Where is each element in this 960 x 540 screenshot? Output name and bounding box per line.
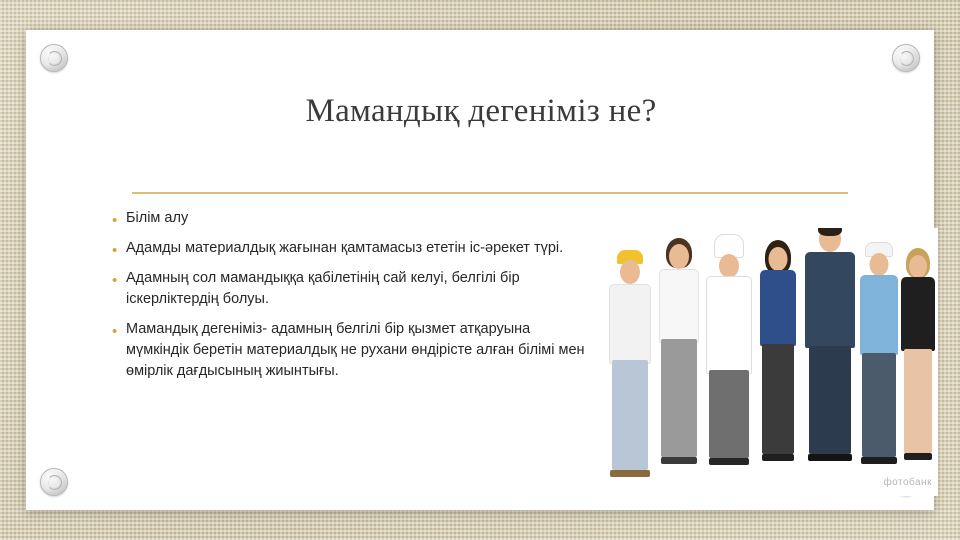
shoes: [808, 454, 852, 461]
legs: [862, 353, 896, 457]
legs: [762, 344, 794, 454]
head: [620, 260, 640, 284]
legs: [709, 370, 749, 458]
screw-icon-top-right: [892, 44, 920, 72]
list-item: [112, 319, 592, 382]
shoes: [709, 458, 749, 465]
legs: [661, 339, 697, 457]
shoes: [661, 457, 697, 464]
list-item-text: Білім алу: [126, 210, 189, 226]
list-item: [112, 268, 592, 310]
torso: [860, 275, 898, 355]
person-chef: [704, 234, 754, 488]
person-painter: [606, 250, 654, 488]
person-woman-casual: [656, 238, 702, 488]
list-item: [112, 238, 592, 259]
shoes: [610, 470, 650, 477]
list-item: [112, 208, 592, 229]
head: [719, 254, 739, 278]
slide-card: [26, 30, 934, 510]
bullet-marker-icon: •: [112, 212, 118, 229]
list-item-text: Адамның сол мамандыққа қабілетінің сай келуі, белгілі бір іскерліктердің болуы.: [126, 270, 520, 308]
list-item-text: Адамды материалдық жағынан қамтамасыз ететін іс-әрекет түрі.: [126, 240, 564, 257]
bullet-marker-icon: •: [112, 272, 118, 290]
head: [769, 247, 788, 271]
screw-icon-top-left: [40, 44, 68, 72]
bullet-list: [112, 208, 592, 391]
head: [669, 244, 689, 269]
torso: [659, 269, 699, 343]
head: [870, 253, 889, 276]
photo-watermark: фотобанк: [883, 477, 932, 488]
legs: [809, 346, 851, 454]
slide-title: Мамандық дегеніміз не?: [305, 93, 657, 129]
torso: [901, 277, 935, 351]
shoes: [861, 457, 897, 464]
torso: [706, 276, 752, 374]
bullet-marker-icon: •: [112, 242, 118, 260]
person-businessman: [802, 228, 858, 488]
legs: [612, 360, 648, 470]
torso: [760, 270, 796, 346]
shoes: [904, 453, 932, 460]
legs: [904, 349, 932, 453]
shoes: [762, 454, 794, 461]
list-item-text: Мамандық дегеніміз- адамның белгілі бір қызмет атқаруына мүмкіндік беретін материалдық не рухани өндірісте алған білімі мен өмірлік дағдысының жиынтығы.: [126, 321, 585, 380]
torso: [805, 252, 855, 348]
torso: [609, 284, 651, 364]
professions-group-photo: [598, 228, 938, 496]
person-office-woman: [898, 248, 938, 488]
person-engineer: [856, 242, 902, 488]
title-divider: [132, 192, 848, 194]
screw-icon-bottom-left: [40, 468, 68, 496]
person-businesswoman: [756, 240, 800, 488]
head: [909, 255, 927, 278]
bullet-marker-icon: •: [112, 323, 118, 341]
